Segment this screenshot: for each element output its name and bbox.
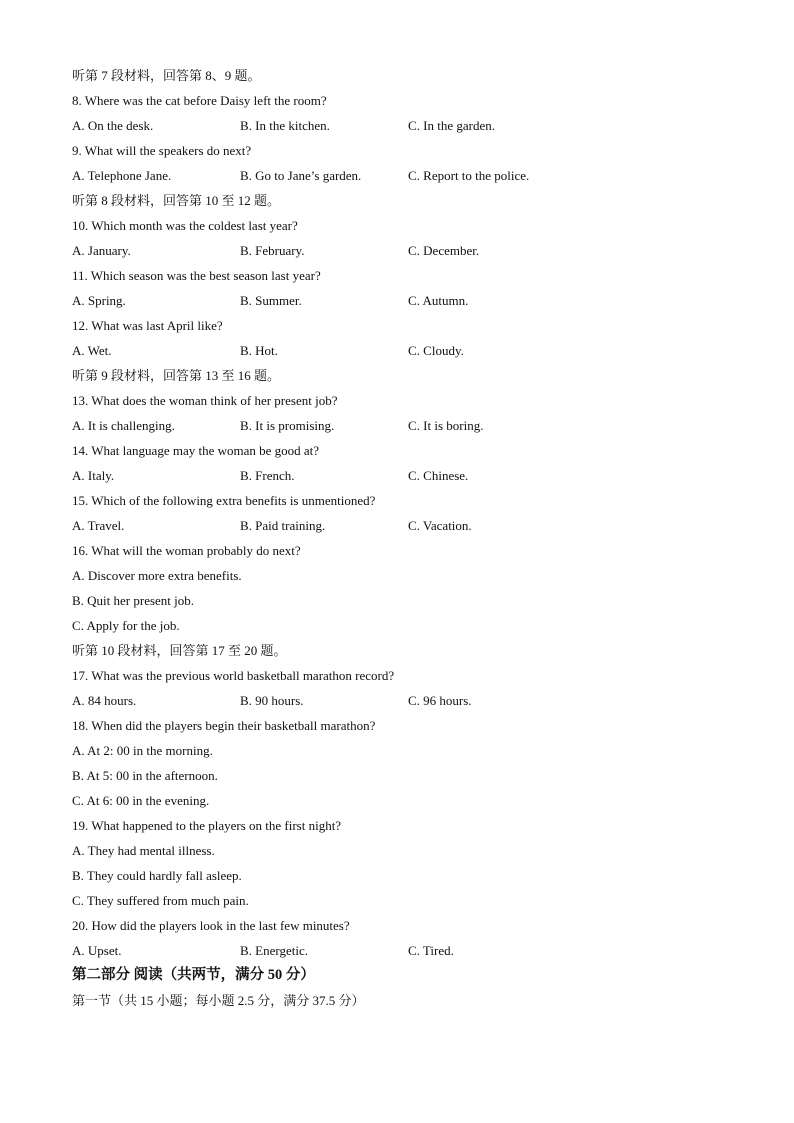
question-line: 10. Which month was the coldest last year? — [72, 218, 298, 233]
question-line: B. Quit her present job. — [72, 593, 195, 608]
option-a: A. Telephone Jane. — [72, 168, 172, 183]
exam-content — [72, 63, 732, 1013]
options-row — [72, 513, 732, 538]
option-b: B. February. — [240, 243, 305, 258]
question-line: 19. What happened to the players on the first night? — [72, 818, 342, 833]
option-a: A. Italy. — [72, 468, 115, 483]
question-line: 9. What will the speakers do next? — [72, 143, 252, 158]
option-c: C. December. — [408, 243, 480, 258]
options-row — [72, 288, 732, 313]
option-c: C. Vacation. — [408, 518, 472, 533]
question-line: B. At 5: 00 in the afternoon. — [72, 768, 218, 783]
option-c: C. 96 hours. — [408, 693, 472, 708]
option-c: C. Cloudy. — [408, 343, 464, 358]
option-a: A. Upset. — [72, 943, 122, 958]
question-line: A. They had mental illness. — [72, 843, 215, 858]
option-b: B. Hot. — [240, 343, 278, 358]
question-line: 18. When did the players begin their basketball marathon? — [72, 718, 376, 733]
question-line: C. At 6: 00 in the evening. — [72, 793, 210, 808]
section-subheading: 第一节（共 15 小题；每小题 2.5 分，满分 37.5 分） — [72, 993, 365, 1008]
options-row — [72, 688, 732, 713]
option-b: B. It is promising. — [240, 418, 335, 433]
option-a: A. Wet. — [72, 343, 112, 358]
question-line: B. They could hardly fall asleep. — [72, 868, 242, 883]
question-line: 8. Where was the cat before Daisy left the room? — [72, 93, 327, 108]
option-b: B. French. — [240, 468, 295, 483]
option-a: A. Spring. — [72, 293, 126, 308]
option-b: B. 90 hours. — [240, 693, 304, 708]
option-c: C. Report to the police. — [408, 168, 530, 183]
options-row — [72, 938, 732, 963]
option-c: C. It is boring. — [408, 418, 484, 433]
options-row — [72, 338, 732, 363]
options-row — [72, 238, 732, 263]
question-line: A. Discover more extra benefits. — [72, 568, 242, 583]
option-c: C. Autumn. — [408, 293, 469, 308]
option-a: A. Travel. — [72, 518, 125, 533]
options-row — [72, 413, 732, 438]
section-instruction: 听第 10 段材料，回答第 17 至 20 题。 — [72, 643, 287, 658]
question-line: C. Apply for the job. — [72, 618, 180, 633]
option-c: C. In the garden. — [408, 118, 496, 133]
question-line: 11. Which season was the best season last year? — [72, 268, 321, 283]
question-line: 17. What was the previous world basketball marathon record? — [72, 668, 395, 683]
option-c: C. Chinese. — [408, 468, 469, 483]
options-row — [72, 463, 732, 488]
question-line: 13. What does the woman think of her present job? — [72, 393, 338, 408]
section-instruction: 听第 9 段材料，回答第 13 至 16 题。 — [72, 368, 281, 383]
question-line: C. They suffered from much pain. — [72, 893, 249, 908]
question-line: 20. How did the players look in the last few minutes? — [72, 918, 350, 933]
option-b: B. In the kitchen. — [240, 118, 330, 133]
option-b: B. Paid training. — [240, 518, 326, 533]
option-a: A. On the desk. — [72, 118, 154, 133]
options-row — [72, 163, 732, 188]
option-a: A. It is challenging. — [72, 418, 175, 433]
option-b: B. Energetic. — [240, 943, 308, 958]
section-instruction: 听第 7 段材料，回答第 8、9 题。 — [72, 68, 261, 83]
option-a: A. 84 hours. — [72, 693, 137, 708]
section-instruction: 听第 8 段材料，回答第 10 至 12 题。 — [72, 193, 281, 208]
option-c: C. Tired. — [408, 943, 454, 958]
question-line: 15. Which of the following extra benefits is unmentioned? — [72, 493, 376, 508]
part-heading: 第二部分 阅读（共两节，满分 50 分） — [72, 967, 315, 983]
question-line: 12. What was last April like? — [72, 318, 223, 333]
option-b: B. Go to Jane’s garden. — [240, 168, 362, 183]
question-line: A. At 2: 00 in the morning. — [72, 743, 213, 758]
options-row — [72, 113, 732, 138]
question-line: 16. What will the woman probably do next? — [72, 543, 301, 558]
option-a: A. January. — [72, 243, 131, 258]
option-b: B. Summer. — [240, 293, 302, 308]
question-line: 14. What language may the woman be good at? — [72, 443, 320, 458]
